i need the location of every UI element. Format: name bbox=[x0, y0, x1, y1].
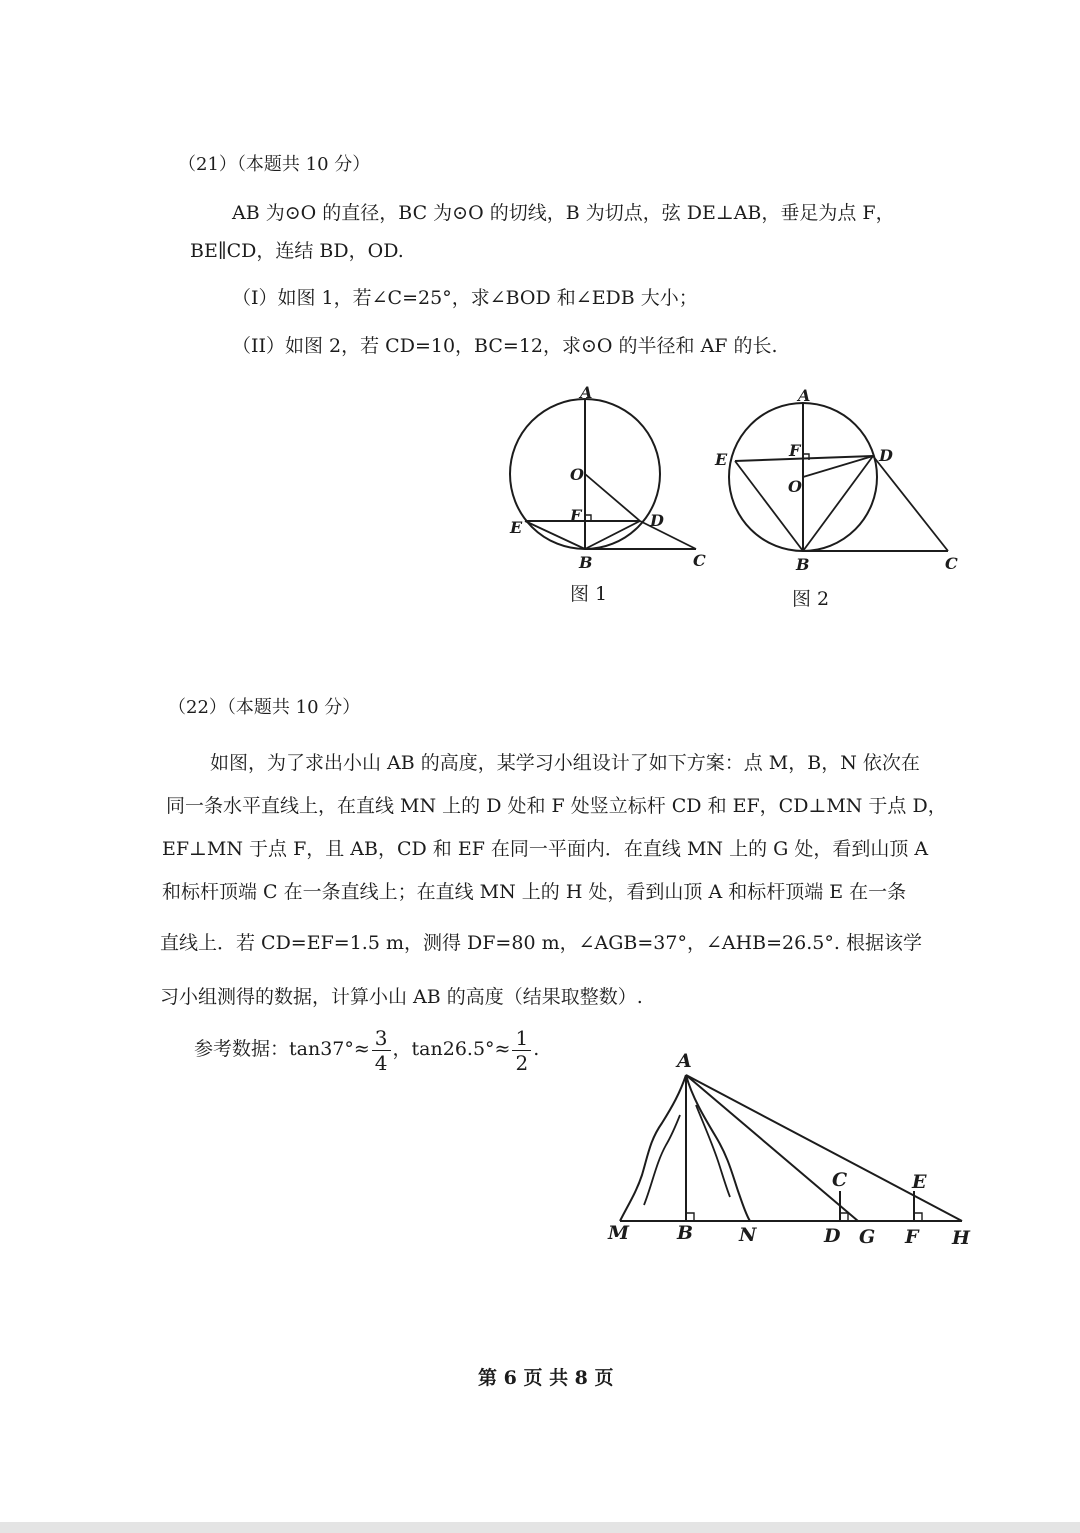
fig1-label-A: A bbox=[580, 385, 593, 402]
fig2-segment-CD bbox=[873, 456, 948, 551]
mountain-ridge-left bbox=[644, 1115, 680, 1205]
fig1-label-F: F bbox=[570, 506, 582, 525]
label-B: B bbox=[677, 1222, 694, 1244]
page-footer: 第 6 页 共 8 页 bbox=[478, 1367, 614, 1389]
ref-frac2-denominator: 2 bbox=[515, 1050, 529, 1075]
fig1-segment-BE bbox=[525, 521, 585, 549]
sight-line-AH bbox=[686, 1075, 962, 1221]
q22-line3: EF⊥MN 于点 F，且 AB，CD 和 EF 在同一平面内．在直线 MN 上的 G 处，看到山顶 A bbox=[162, 838, 929, 860]
label-C: C bbox=[832, 1169, 848, 1191]
label-D: D bbox=[824, 1225, 841, 1247]
right-angle-D bbox=[840, 1213, 848, 1221]
q22-line1: 如图，为了求出小山 AB 的高度，某学习小组设计了如下方案：点 M，B，N 依次在 bbox=[210, 752, 920, 774]
q22-line2: 同一条水平直线上，在直线 MN 上的 D 处和 F 处竖立标杆 CD 和 EF，CD⊥MN 于点 D， bbox=[166, 795, 947, 817]
sight-line-AG bbox=[686, 1075, 858, 1221]
q21-statement-line2: BE∥CD，连结 BD，OD. bbox=[190, 240, 404, 262]
ref-fraction-tan37 bbox=[372, 1026, 391, 1075]
q22-mountain-figure bbox=[600, 1045, 990, 1250]
right-angle-F bbox=[914, 1213, 922, 1221]
q21-figure2 bbox=[705, 385, 975, 580]
fig1-label-E: E bbox=[510, 518, 523, 537]
mountain-right-slope bbox=[686, 1075, 750, 1221]
scan-edge-strip bbox=[0, 1522, 1080, 1533]
ref-frac1-numerator: 3 bbox=[372, 1026, 391, 1051]
fig1-label-D: D bbox=[650, 511, 664, 530]
label-M: M bbox=[608, 1222, 630, 1244]
right-angle-B bbox=[686, 1213, 694, 1221]
q22-reference-data bbox=[194, 1022, 539, 1076]
fig2-caption: 图 2 bbox=[792, 588, 830, 610]
ref-frac1-denominator: 4 bbox=[374, 1050, 388, 1075]
label-H: H bbox=[952, 1227, 970, 1249]
fig2-label-F: F bbox=[789, 441, 801, 460]
mountain-left-slope bbox=[620, 1075, 686, 1221]
q22-line4: 和标杆顶端 C 在一条直线上；在直线 MN 上的 H 处，看到山顶 A 和标杆顶端 E 在一条 bbox=[162, 881, 907, 903]
label-G: G bbox=[859, 1226, 876, 1248]
q21-header: （21）（本题共 10 分） bbox=[178, 154, 371, 175]
fig2-label-C: C bbox=[945, 554, 958, 573]
ref-fraction-tan26 bbox=[512, 1026, 531, 1075]
label-N: N bbox=[739, 1224, 757, 1246]
fig1-segment-OD bbox=[585, 474, 640, 521]
ref-prefix: 参考数据：tan37°≈ bbox=[194, 1038, 370, 1060]
q21-figure1 bbox=[500, 385, 720, 580]
q22-line6: 习小组测得的数据，计算小山 AB 的高度（结果取整数）. bbox=[160, 986, 643, 1008]
fig2-segment-BE bbox=[735, 461, 803, 551]
q21-part2: （II）如图 2，若 CD=10，BC=12，求⊙O 的半径和 AF 的长. bbox=[232, 335, 778, 357]
label-A: A bbox=[677, 1050, 692, 1072]
fig2-label-E: E bbox=[715, 450, 728, 469]
q22-header: （22）（本题共 10 分） bbox=[168, 697, 361, 718]
ref-mid: ，tan26.5°≈ bbox=[392, 1038, 511, 1060]
q22-line5: 直线上．若 CD=EF=1.5 m，测得 DF=80 m，∠AGB=37°，∠AHB=26.5°. 根据该学 bbox=[160, 932, 922, 954]
q21-part1: （I）如图 1，若∠C=25°，求∠BOD 和∠EDB 大小； bbox=[232, 287, 698, 309]
fig1-label-O: O bbox=[570, 465, 584, 484]
fig1-segment-CD bbox=[640, 521, 696, 549]
fig1-label-B: B bbox=[579, 553, 593, 572]
q21-statement-line1: AB 为⊙O 的直径，BC 为⊙O 的切线，B 为切点，弦 DE⊥AB，垂足为点 F， bbox=[232, 202, 895, 224]
ref-end: . bbox=[533, 1038, 540, 1060]
fig1-label-C: C bbox=[693, 551, 706, 570]
fig2-label-D: D bbox=[879, 446, 893, 465]
mountain-ridge-right bbox=[696, 1105, 730, 1197]
fig2-label-O: O bbox=[788, 477, 802, 496]
fig2-label-A: A bbox=[798, 386, 811, 405]
label-E: E bbox=[912, 1171, 927, 1193]
fig2-label-B: B bbox=[796, 555, 810, 574]
fig1-caption: 图 1 bbox=[570, 583, 608, 605]
label-F: F bbox=[905, 1226, 919, 1248]
fig2-segment-BD bbox=[803, 456, 873, 551]
ref-frac2-numerator: 1 bbox=[512, 1026, 531, 1051]
